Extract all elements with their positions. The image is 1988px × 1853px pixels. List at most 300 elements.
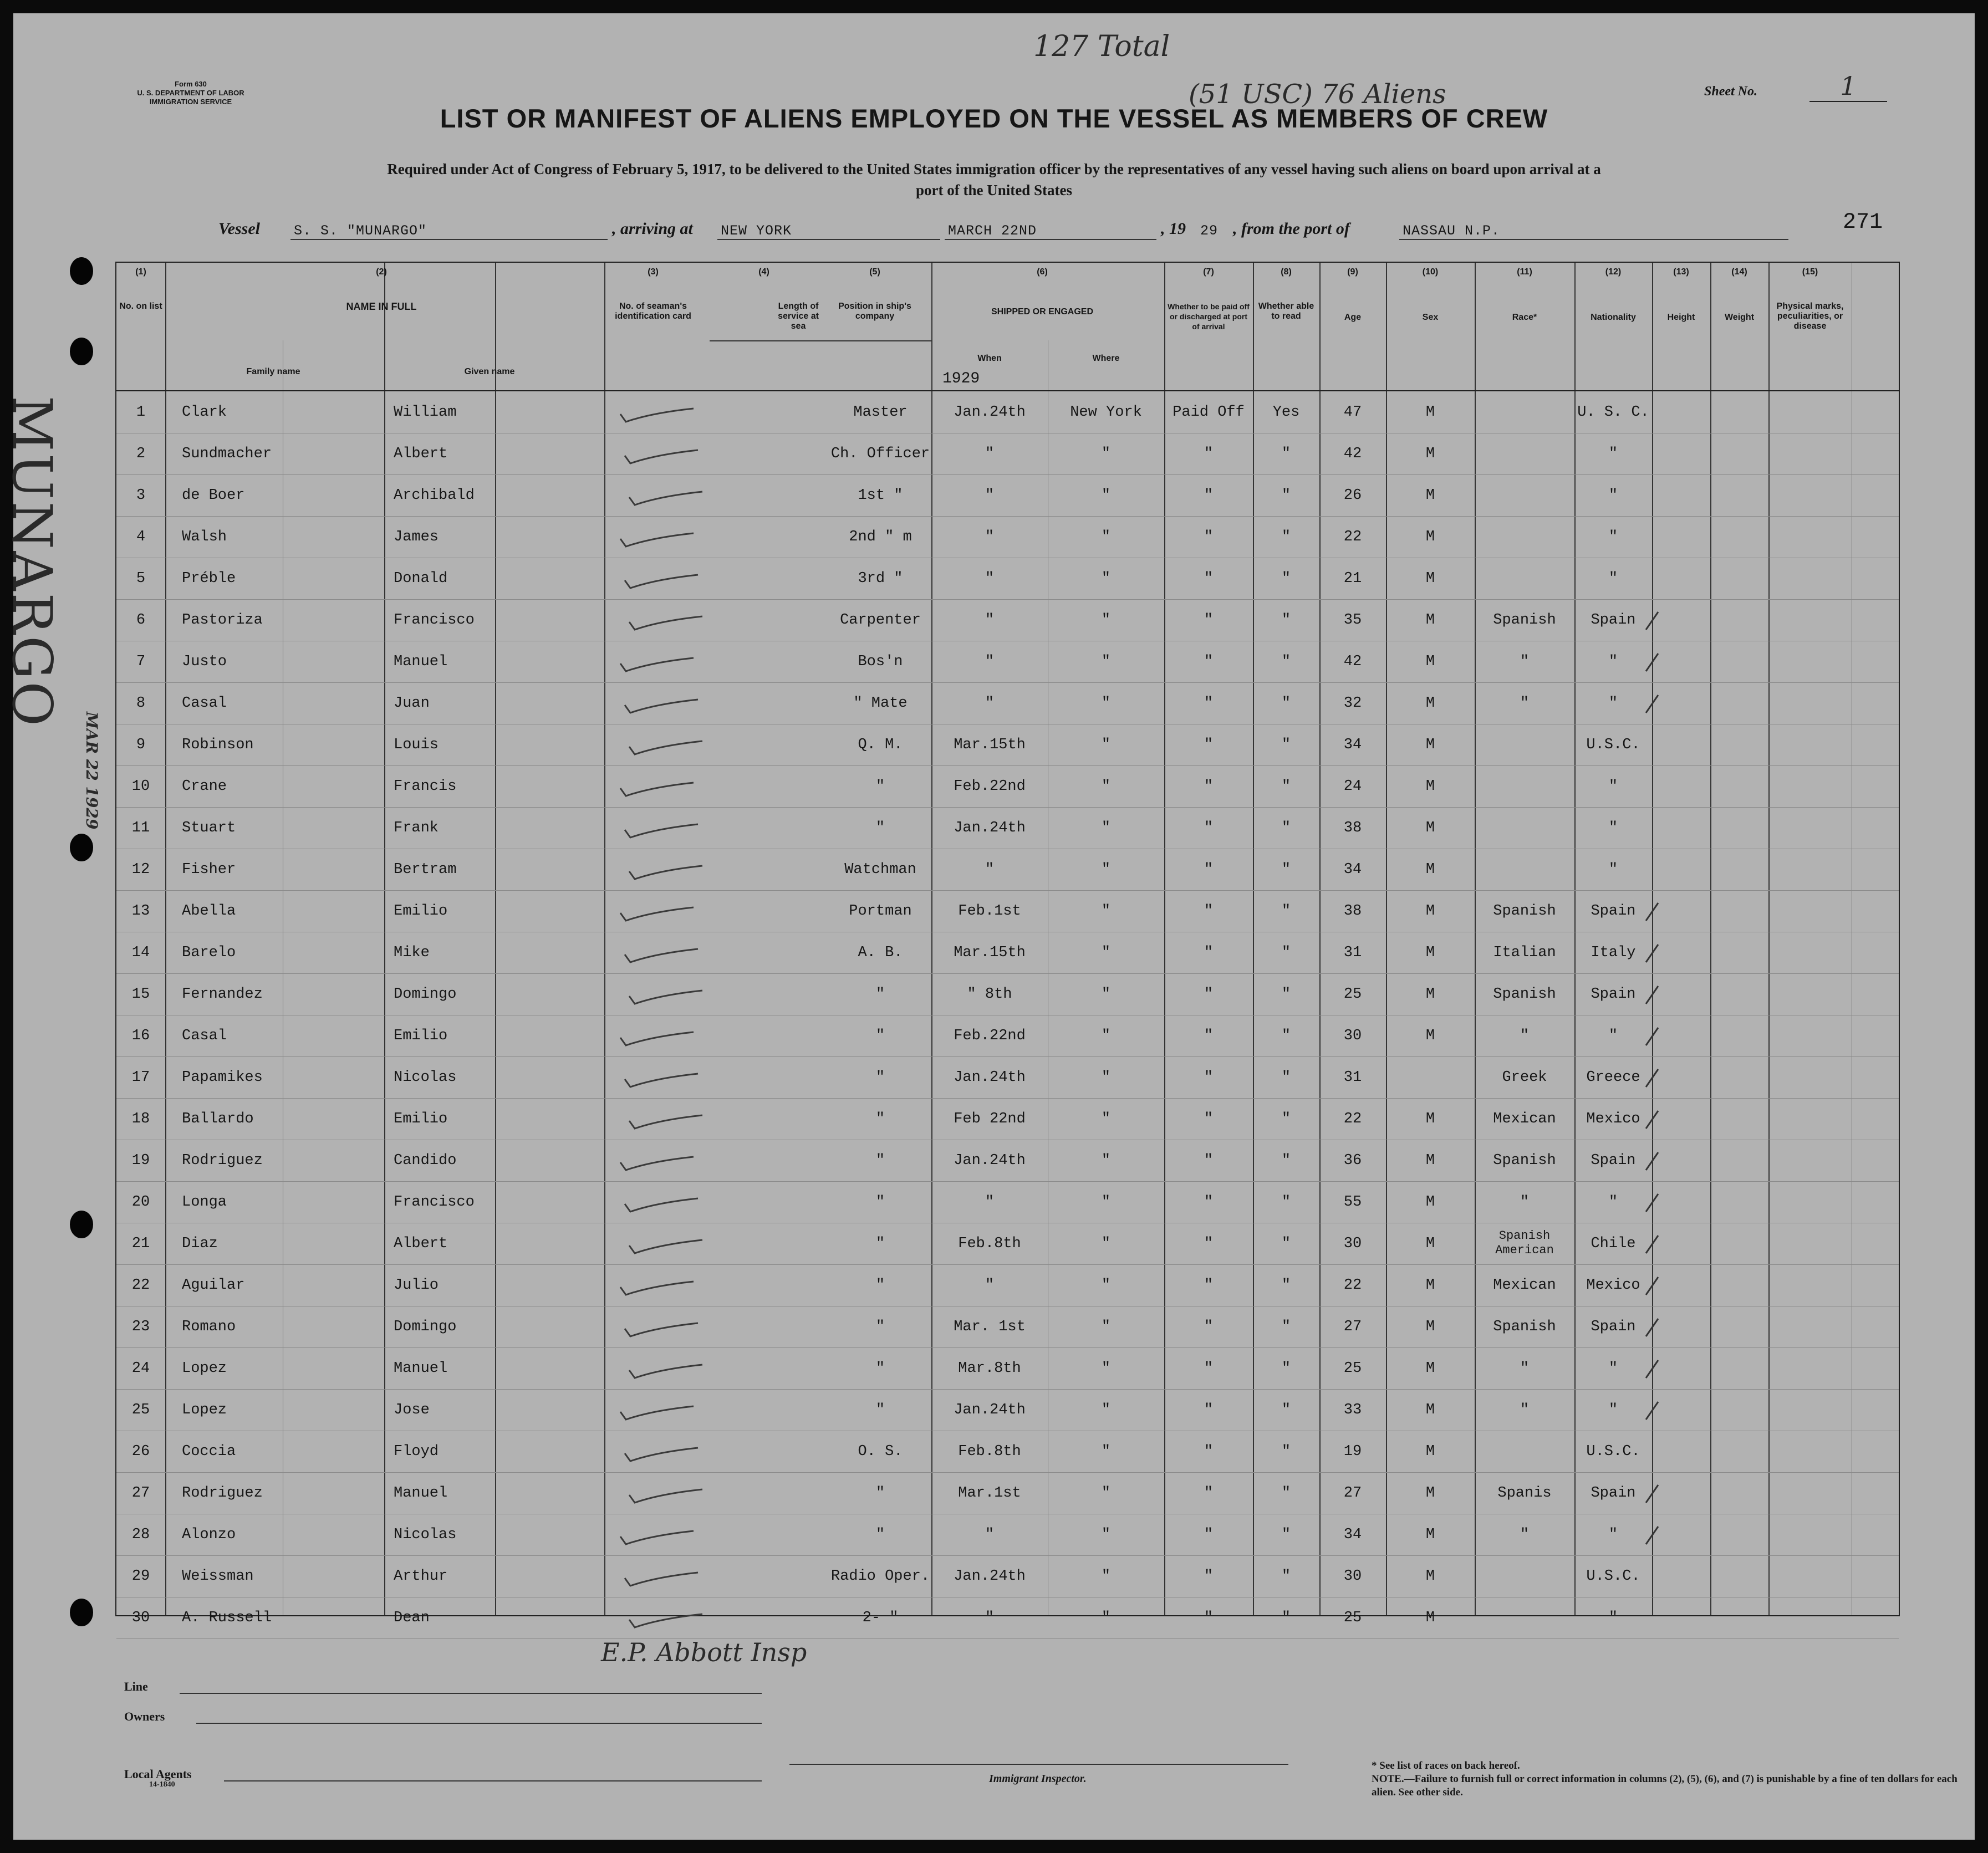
cell-family: Crane bbox=[182, 778, 227, 795]
table-row bbox=[116, 724, 1899, 766]
cell-family: Longa bbox=[182, 1194, 227, 1211]
cell-age: 55 bbox=[1343, 1194, 1362, 1211]
table-row bbox=[116, 1099, 1899, 1140]
page-subtitle: Required under Act of Congress of February 5, 1917, to be delivered to the United States immigration officer by the representatives of any vessel having such aliens on board upon arrival at a bbox=[387, 161, 1601, 177]
tally-slash-icon bbox=[1644, 1025, 1660, 1048]
handwritten-vessel-name: MUNARGO bbox=[0, 396, 63, 728]
line-label: Line bbox=[124, 1680, 148, 1693]
cell-read: " bbox=[1281, 1527, 1291, 1543]
table-row bbox=[116, 475, 1899, 517]
cell-given: Manuel bbox=[394, 1485, 448, 1502]
sheet-number-label: Sheet No. bbox=[1704, 84, 1757, 99]
cell-age: 38 bbox=[1343, 820, 1362, 836]
cell-read: " bbox=[1281, 1360, 1291, 1377]
cell-race: " bbox=[1520, 1028, 1530, 1044]
cell-given: Albert bbox=[394, 1236, 448, 1252]
table-row bbox=[116, 974, 1899, 1015]
cell-given: Bertram bbox=[394, 861, 457, 878]
cell-paid: " bbox=[1204, 778, 1214, 795]
cell-given: Frank bbox=[394, 820, 439, 836]
cell-where: " bbox=[1101, 1111, 1111, 1127]
owners-label: Owners bbox=[124, 1709, 165, 1723]
cell-age: 25 bbox=[1343, 1360, 1362, 1377]
col-7-number: (7) bbox=[1203, 267, 1214, 277]
table-row bbox=[116, 808, 1899, 849]
cell-age: 26 bbox=[1343, 487, 1362, 504]
check-mark-icon bbox=[618, 657, 696, 672]
tally-slash-icon bbox=[1644, 610, 1660, 632]
cell-no: 26 bbox=[131, 1443, 150, 1460]
cell-read: " bbox=[1281, 695, 1291, 712]
binder-hole bbox=[70, 338, 93, 365]
cell-family: Lopez bbox=[182, 1360, 227, 1377]
cell-sex: M bbox=[1425, 903, 1435, 920]
cell-given: Julio bbox=[394, 1277, 439, 1294]
binder-hole bbox=[70, 257, 93, 285]
form-code: 14-1840 bbox=[149, 1780, 175, 1789]
check-mark-icon bbox=[618, 532, 696, 548]
cell-read: " bbox=[1281, 1568, 1291, 1585]
check-mark-icon bbox=[627, 615, 705, 631]
cell-given: William bbox=[394, 404, 457, 421]
col-2-number: (2) bbox=[376, 267, 387, 277]
cell-family: Papamikes bbox=[182, 1069, 263, 1086]
cell-no: 16 bbox=[131, 1028, 150, 1044]
cell-where: " bbox=[1101, 570, 1111, 587]
cell-read: " bbox=[1281, 1111, 1291, 1127]
cell-read: " bbox=[1281, 1194, 1291, 1211]
arrival-year: 29 bbox=[1200, 223, 1219, 239]
cell-position: " bbox=[875, 1527, 885, 1543]
cell-given: Emilio bbox=[394, 1111, 448, 1127]
table-row bbox=[116, 1431, 1899, 1473]
cell-family: Pastoriza bbox=[182, 612, 263, 629]
check-mark-icon bbox=[618, 1405, 696, 1421]
cell-read: " bbox=[1281, 446, 1291, 462]
cell-no: 12 bbox=[131, 861, 150, 878]
col-age-header: Age bbox=[1344, 313, 1362, 322]
cell-where: " bbox=[1101, 695, 1111, 712]
col-when-header: When bbox=[977, 354, 1002, 363]
cell-age: 31 bbox=[1343, 1069, 1362, 1086]
col-card-header: No. of seaman's identification card bbox=[615, 302, 691, 321]
cell-family: Walsh bbox=[182, 529, 227, 545]
col-sex-header: Sex bbox=[1422, 313, 1439, 322]
cell-when: Feb.8th bbox=[958, 1236, 1021, 1252]
cell-family: Aguilar bbox=[182, 1277, 245, 1294]
cell-sex: M bbox=[1425, 820, 1435, 836]
table-row bbox=[116, 683, 1899, 724]
cell-race: " bbox=[1520, 1402, 1530, 1418]
check-mark-icon bbox=[618, 1156, 696, 1171]
col-4-number: (4) bbox=[758, 267, 769, 277]
inspector-label: Immigrant Inspector. bbox=[989, 1773, 1087, 1785]
cell-when: " bbox=[985, 570, 995, 587]
col-shipped-header: SHIPPED OR ENGAGED bbox=[991, 307, 1094, 317]
cell-where: " bbox=[1101, 1568, 1111, 1585]
cell-paid: " bbox=[1204, 1443, 1214, 1460]
table-row bbox=[116, 1265, 1899, 1306]
cell-given: Mike bbox=[394, 945, 430, 961]
cell-nationality: U.S.C. bbox=[1586, 1568, 1640, 1585]
cell-given: Manuel bbox=[394, 654, 448, 670]
cell-family: Abella bbox=[182, 903, 236, 920]
cell-race: Spanish bbox=[1493, 903, 1556, 920]
cell-position: " bbox=[875, 1485, 885, 1502]
cell-when: " bbox=[985, 612, 995, 629]
cell-read: " bbox=[1281, 1610, 1291, 1626]
cell-paid: " bbox=[1204, 695, 1214, 712]
cell-given: Donald bbox=[394, 570, 448, 587]
cell-no: 28 bbox=[131, 1527, 150, 1543]
col-given-name-header: Given name bbox=[464, 367, 515, 376]
cell-sex: M bbox=[1425, 778, 1435, 795]
cell-family: Justo bbox=[182, 654, 227, 670]
cell-nationality: " bbox=[1608, 570, 1618, 587]
cell-paid: " bbox=[1204, 1277, 1214, 1294]
cell-nationality: " bbox=[1608, 654, 1618, 670]
cell-when: " bbox=[985, 1277, 995, 1294]
cell-nationality: Chile bbox=[1591, 1236, 1636, 1252]
cell-given: Arthur bbox=[394, 1568, 448, 1585]
check-mark-icon bbox=[618, 782, 696, 797]
cell-where: " bbox=[1101, 1319, 1111, 1335]
cell-given: Nicolas bbox=[394, 1069, 457, 1086]
form-number: Form 630 bbox=[175, 80, 207, 88]
cell-no: 21 bbox=[131, 1236, 150, 1252]
cell-no: 24 bbox=[131, 1360, 150, 1377]
check-mark-icon bbox=[623, 1571, 700, 1587]
cell-where: " bbox=[1101, 612, 1111, 629]
shipped-year: 1929 bbox=[942, 370, 980, 387]
arriving-label: , arriving at bbox=[612, 219, 693, 238]
cell-where: " bbox=[1101, 1028, 1111, 1044]
check-mark-icon bbox=[627, 1488, 705, 1504]
cell-sex bbox=[1386, 1057, 1475, 1099]
cell-no: 15 bbox=[131, 986, 150, 1003]
cell-when: Jan.24th bbox=[954, 404, 1026, 421]
cell-when: Jan.24th bbox=[954, 1069, 1026, 1086]
tally-slash-icon bbox=[1644, 942, 1660, 964]
cell-given: Floyd bbox=[394, 1443, 439, 1460]
cell-position: " bbox=[875, 1069, 885, 1086]
cell-age: 33 bbox=[1343, 1402, 1362, 1418]
cell-sex: M bbox=[1425, 1277, 1435, 1294]
cell-paid: " bbox=[1204, 1610, 1214, 1626]
cell-given: Domingo bbox=[394, 986, 457, 1003]
cell-when: Mar. 1st bbox=[954, 1319, 1026, 1335]
cell-no: 22 bbox=[131, 1277, 150, 1294]
cell-position: " bbox=[875, 1360, 885, 1377]
check-mark-icon bbox=[627, 1613, 705, 1629]
cell-where: " bbox=[1101, 945, 1111, 961]
cell-race: " bbox=[1520, 695, 1530, 712]
cell-when: Feb.1st bbox=[958, 903, 1021, 920]
cell-sex: M bbox=[1425, 1319, 1435, 1335]
cell-family: Barelo bbox=[182, 945, 236, 961]
cell-age: 42 bbox=[1343, 446, 1362, 462]
cell-position: 3rd " bbox=[858, 570, 903, 587]
table-row bbox=[116, 392, 1899, 433]
sheet-stamp-number: 271 bbox=[1843, 210, 1883, 235]
cell-age: 35 bbox=[1343, 612, 1362, 629]
cell-where: " bbox=[1101, 903, 1111, 920]
cell-when: Jan.24th bbox=[954, 1402, 1026, 1418]
cell-where: " bbox=[1101, 529, 1111, 545]
page-subtitle-continued: port of the United States bbox=[916, 182, 1072, 198]
cell-age: 22 bbox=[1343, 529, 1362, 545]
cell-where: " bbox=[1101, 986, 1111, 1003]
cell-race: Spanish bbox=[1493, 612, 1556, 629]
cell-sex: M bbox=[1425, 945, 1435, 961]
cell-given: Juan bbox=[394, 695, 430, 712]
check-mark-icon bbox=[623, 449, 700, 464]
cell-race: Spanis bbox=[1497, 1485, 1552, 1502]
cell-family: Fisher bbox=[182, 861, 236, 878]
cell-position: Q. M. bbox=[858, 737, 903, 753]
cell-race: " bbox=[1520, 1194, 1530, 1211]
cell-position: Ch. Officer bbox=[830, 446, 930, 462]
cell-read: " bbox=[1281, 1443, 1291, 1460]
handwritten-alien-count: (51 USC) 76 Aliens bbox=[1189, 79, 1446, 110]
col-3-number: (3) bbox=[648, 267, 659, 277]
table-row bbox=[116, 932, 1899, 974]
cell-family: Rodriguez bbox=[182, 1152, 263, 1169]
form-header-block bbox=[108, 80, 274, 106]
binder-hole bbox=[70, 1599, 93, 1626]
cell-where: " bbox=[1101, 1152, 1111, 1169]
cell-race bbox=[1475, 1431, 1574, 1473]
cell-nationality: " bbox=[1608, 1028, 1618, 1044]
cell-given: Albert bbox=[394, 446, 448, 462]
cell-where: " bbox=[1101, 1527, 1111, 1543]
cell-race: Spanish bbox=[1493, 1319, 1556, 1335]
table-row bbox=[116, 1348, 1899, 1390]
cell-position: Watchman bbox=[844, 861, 916, 878]
cell-paid: " bbox=[1204, 1194, 1214, 1211]
cell-sex: M bbox=[1425, 446, 1435, 462]
tally-slash-icon bbox=[1644, 1275, 1660, 1297]
cell-age: 36 bbox=[1343, 1152, 1362, 1169]
cell-paid: " bbox=[1204, 945, 1214, 961]
cell-read: " bbox=[1281, 1277, 1291, 1294]
vessel-name: S. S. "MUNARGO" bbox=[290, 223, 608, 240]
cell-sex: M bbox=[1425, 1610, 1435, 1626]
check-mark-icon bbox=[623, 574, 700, 589]
cell-sex: M bbox=[1425, 1527, 1435, 1543]
table-row bbox=[116, 1514, 1899, 1556]
tally-slash-icon bbox=[1644, 1233, 1660, 1255]
col-marks-header: Physical marks, peculiarities, or disease bbox=[1776, 302, 1844, 331]
cell-when: Jan.24th bbox=[954, 820, 1026, 836]
cell-sex: M bbox=[1425, 861, 1435, 878]
cell-no: 10 bbox=[131, 778, 150, 795]
cell-sex: M bbox=[1425, 1028, 1435, 1044]
cell-no: 13 bbox=[131, 903, 150, 920]
cell-nationality: " bbox=[1608, 820, 1618, 836]
cell-sex: M bbox=[1425, 986, 1435, 1003]
cell-age: 25 bbox=[1343, 986, 1362, 1003]
cell-no: 27 bbox=[131, 1485, 150, 1502]
cell-age: 30 bbox=[1343, 1028, 1362, 1044]
cell-no: 30 bbox=[131, 1610, 150, 1626]
cell-paid: " bbox=[1204, 1028, 1214, 1044]
cell-position: " bbox=[875, 1194, 885, 1211]
cell-read: " bbox=[1281, 612, 1291, 629]
cell-read: " bbox=[1281, 986, 1291, 1003]
service-name: IMMIGRATION SERVICE bbox=[149, 98, 232, 106]
table-row bbox=[116, 891, 1899, 932]
cell-read: " bbox=[1281, 529, 1291, 545]
tally-slash-icon bbox=[1644, 693, 1660, 715]
cell-nationality: Mexico bbox=[1586, 1277, 1640, 1294]
col-height-header: Height bbox=[1667, 313, 1695, 322]
cell-nationality: " bbox=[1608, 861, 1618, 878]
cell-age: 31 bbox=[1343, 945, 1362, 961]
cell-family: Diaz bbox=[182, 1236, 218, 1252]
crew-manifest-table bbox=[115, 262, 1900, 1626]
col-12-number: (12) bbox=[1605, 267, 1622, 277]
races-note: * See list of races on back hereof. bbox=[1372, 1760, 1520, 1772]
table-row bbox=[116, 1015, 1899, 1057]
table-row bbox=[116, 1556, 1899, 1597]
col-13-number: (13) bbox=[1673, 267, 1689, 277]
check-mark-icon bbox=[618, 1280, 696, 1296]
cell-paid: " bbox=[1204, 1527, 1214, 1543]
cell-family: Casal bbox=[182, 1028, 227, 1044]
cell-family: Lopez bbox=[182, 1402, 227, 1418]
cell-race: Spanish bbox=[1493, 986, 1556, 1003]
cell-position: " bbox=[875, 1236, 885, 1252]
cell-read: " bbox=[1281, 737, 1291, 753]
cell-when: " bbox=[985, 1527, 995, 1543]
year-prefix: , 19 bbox=[1161, 219, 1186, 238]
check-mark-icon bbox=[623, 1322, 700, 1338]
cell-no: 7 bbox=[136, 654, 146, 670]
tally-slash-icon bbox=[1644, 1067, 1660, 1089]
cell-family: Fernandez bbox=[182, 986, 263, 1003]
cell-family: Clark bbox=[182, 404, 227, 421]
cell-paid: " bbox=[1204, 820, 1214, 836]
cell-given: Dean bbox=[394, 1610, 430, 1626]
tally-slash-icon bbox=[1644, 984, 1660, 1006]
cell-nationality: U.S.C. bbox=[1586, 1443, 1640, 1460]
cell-race: Spanish American bbox=[1495, 1229, 1554, 1257]
col-10-number: (10) bbox=[1422, 267, 1439, 277]
cell-race bbox=[1475, 849, 1574, 891]
cell-race bbox=[1475, 517, 1574, 558]
cell-position: Carpenter bbox=[840, 612, 921, 629]
table-row bbox=[116, 1057, 1899, 1099]
cell-read: " bbox=[1281, 1152, 1291, 1169]
col-race-header: Race* bbox=[1512, 313, 1537, 322]
cell-age: 21 bbox=[1343, 570, 1362, 587]
cell-nationality: Italy bbox=[1591, 945, 1636, 961]
department-name: U. S. DEPARTMENT OF LABOR bbox=[137, 89, 244, 97]
cell-when: " bbox=[985, 695, 995, 712]
cell-given: Francisco bbox=[394, 1194, 475, 1211]
check-mark-icon bbox=[618, 407, 696, 423]
cell-age: 19 bbox=[1343, 1443, 1362, 1460]
cell-read: " bbox=[1281, 1236, 1291, 1252]
cell-race bbox=[1475, 433, 1574, 475]
cell-race bbox=[1475, 1597, 1574, 1639]
col-position-header: Position in ship's company bbox=[838, 302, 911, 321]
cell-family: de Boer bbox=[182, 487, 245, 504]
cell-given: Domingo bbox=[394, 1319, 457, 1335]
cell-position: " bbox=[875, 1111, 885, 1127]
cell-no: 3 bbox=[136, 487, 146, 504]
cell-paid: " bbox=[1204, 1152, 1214, 1169]
col-11-number: (11) bbox=[1517, 267, 1532, 277]
cell-no: 25 bbox=[131, 1402, 150, 1418]
col-name-header: NAME IN FULL bbox=[346, 301, 417, 312]
col-9-number: (9) bbox=[1347, 267, 1358, 277]
cell-where: " bbox=[1101, 654, 1111, 670]
binder-hole bbox=[70, 834, 93, 861]
table-row bbox=[116, 517, 1899, 558]
tally-slash-icon bbox=[1644, 1150, 1660, 1172]
cell-nationality: Spain bbox=[1591, 986, 1636, 1003]
date-stamp: MAR 22 1929 bbox=[83, 712, 101, 830]
page-title: LIST OR MANIFEST OF ALIENS EMPLOYED ON THE VESSEL AS MEMBERS OF CREW bbox=[440, 104, 1548, 133]
cell-sex: M bbox=[1425, 612, 1435, 629]
cell-when: " bbox=[985, 861, 995, 878]
col-14-number: (14) bbox=[1731, 267, 1747, 277]
cell-sex: M bbox=[1425, 1360, 1435, 1377]
cell-where: New York bbox=[1070, 404, 1142, 421]
cell-when: " bbox=[985, 446, 995, 462]
cell-when: Feb.22nd bbox=[954, 778, 1026, 795]
cell-paid: " bbox=[1204, 570, 1214, 587]
col-8-number: (8) bbox=[1281, 267, 1292, 277]
cell-no: 29 bbox=[131, 1568, 150, 1585]
cell-where: " bbox=[1101, 737, 1111, 753]
col-family-name-header: Family name bbox=[246, 367, 300, 376]
cell-where: " bbox=[1101, 1069, 1111, 1086]
cell-paid: " bbox=[1204, 1402, 1214, 1418]
cell-where: " bbox=[1101, 820, 1111, 836]
cell-nationality: U. S. C. bbox=[1577, 404, 1649, 421]
tally-slash-icon bbox=[1644, 1400, 1660, 1422]
cell-family: Stuart bbox=[182, 820, 236, 836]
cell-no: 18 bbox=[131, 1111, 150, 1127]
cell-race: Spanish bbox=[1493, 1152, 1556, 1169]
cell-where: " bbox=[1101, 861, 1111, 878]
cell-position: " bbox=[875, 986, 885, 1003]
cell-when: " 8th bbox=[967, 986, 1012, 1003]
cell-position: 2nd " m bbox=[849, 529, 912, 545]
cell-nationality: " bbox=[1608, 1360, 1618, 1377]
cell-age: 30 bbox=[1343, 1236, 1362, 1252]
table-row bbox=[116, 641, 1899, 683]
cell-race: Greek bbox=[1502, 1069, 1547, 1086]
cell-race bbox=[1475, 1556, 1574, 1597]
cell-nationality: " bbox=[1608, 1527, 1618, 1543]
cell-age: 27 bbox=[1343, 1485, 1362, 1502]
cell-no: 11 bbox=[131, 820, 150, 836]
arrival-port: NEW YORK bbox=[717, 223, 940, 240]
cell-where: " bbox=[1101, 1360, 1111, 1377]
col-5-number: (5) bbox=[869, 267, 880, 277]
cell-sex: M bbox=[1425, 654, 1435, 670]
penalty-note: NOTE.—Failure to furnish full or correct information in columns (2), (5), (6), and (7) is punishable by a fine of ten dollars for each alien. See other side. bbox=[1372, 1773, 1958, 1798]
vessel-label: Vessel bbox=[218, 219, 260, 238]
cell-family: Coccia bbox=[182, 1443, 236, 1460]
cell-when: " bbox=[985, 487, 995, 504]
cell-position: " Mate bbox=[853, 695, 908, 712]
cell-when: " bbox=[985, 529, 995, 545]
